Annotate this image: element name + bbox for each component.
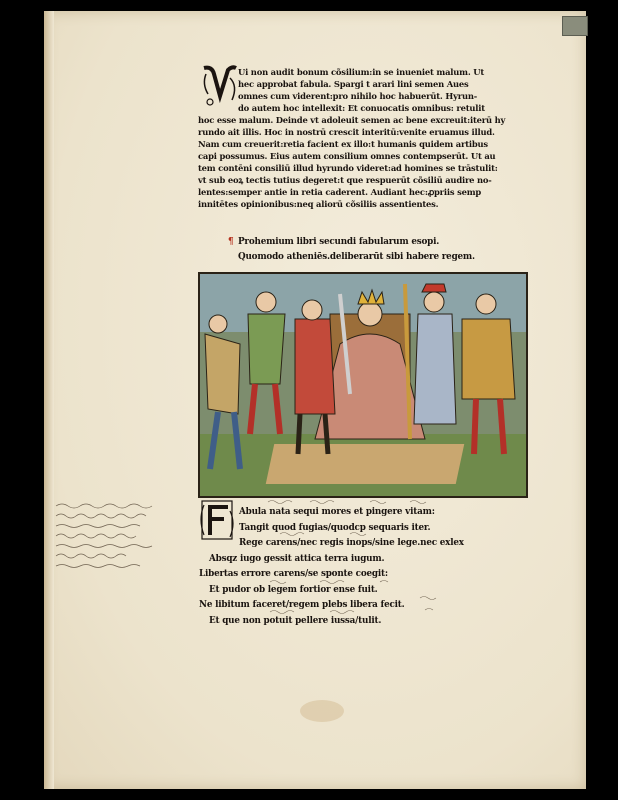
verse-line: Libertas errore carens/se sponte coegit:	[199, 569, 388, 579]
prose-line: hec approbat fabula. Spargi t arari lini semen Aues	[238, 79, 469, 89]
verse-line: Abula nata sequi mores et pingere vitam:	[239, 507, 435, 517]
fable-prose	[198, 66, 526, 210]
prose-line: omnes cum viderent:pro nihilo hoc habuerūt. Hyrun-	[238, 91, 478, 101]
page-tab-marker	[562, 16, 588, 36]
prose-line: do autem hoc intellexit: Et conuocatis omnibus: retulit	[238, 103, 485, 113]
paper-stain	[300, 700, 344, 722]
prose-line: Ui non audit bonum cõsilium:in se inueniet malum. Ut	[238, 67, 485, 77]
prose-line: capi possumus. Eius autem consilium omnes contempserūt. Ut au	[198, 151, 496, 161]
chapter-headings	[228, 235, 475, 265]
prose-line: hoc esse malum. Deinde vt adoleuit semen ac bene excreuit:iterū hy	[198, 115, 506, 125]
verse-line: Tangit quod fugias/quodcp sequaris iter.	[239, 522, 431, 533]
verse-line: Ne libitum faceret/regem plebs libera fecit.	[199, 600, 405, 610]
prose-line: rundo ait illis. Hoc in nostrū crescit interitū:venite eruamus illud.	[198, 127, 495, 137]
prose-line: innitētes opinionibus:neq aliorū cõsiliis assentientes.	[198, 199, 439, 209]
verse-line: Et pudor ob legem fortior ense fuit.	[209, 584, 378, 595]
page-gutter	[44, 11, 54, 789]
marginal-annotations	[54, 500, 194, 582]
rubric-mark: ¶	[228, 237, 234, 247]
woodcut-illustration	[198, 272, 528, 498]
prose-line: Nam cum creuerit:retia facient ex illo:t humanis quidem artibus	[198, 139, 488, 149]
heading-quomodo: Quomodo atheniēs.deliberarūt sibi habere regem.	[238, 252, 475, 262]
prose-line: tem contēni consiliū illud hyrundo videret:ad homines se trāstulit:	[198, 163, 498, 173]
prose-line: lentes:semper antie in retia caderent. Audiant hec:ꝓpriis semp	[198, 187, 482, 197]
verse-line: Et que non potuit pellere iussa/tulit.	[209, 615, 382, 626]
interlinear-glosses	[260, 500, 450, 640]
verse-line: Absqz iugo gessit attica terra iugum.	[209, 553, 385, 564]
heading-prohemium: Prohemium libri secundi fabularum esopi.	[238, 237, 440, 247]
verse-line: Rege carens/nec regis inops/sine lege.nec exlex	[239, 538, 464, 548]
prose-line: vt sub eoꝝ tectis tutius degeret:t que respuerūt cõsiliū audire no-	[198, 175, 492, 185]
